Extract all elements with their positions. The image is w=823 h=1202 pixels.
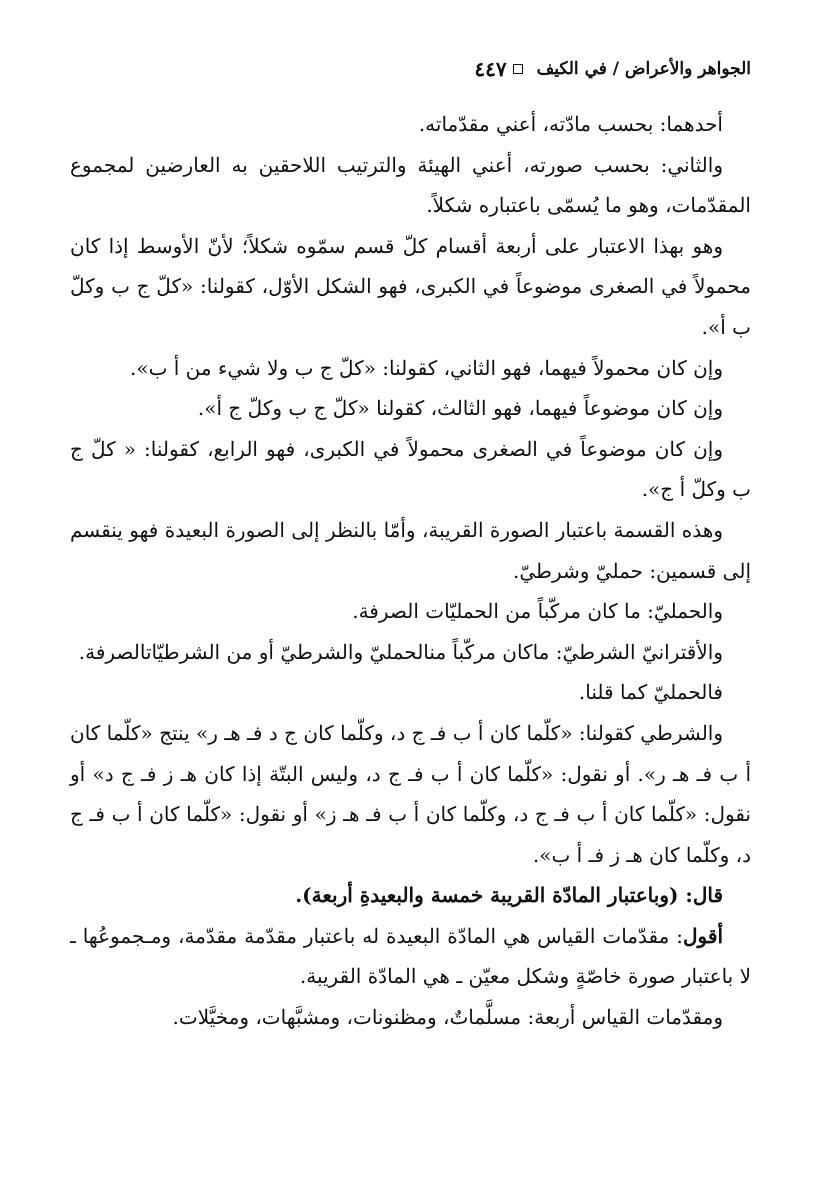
- page-header: [70, 52, 751, 86]
- paragraph: [70, 348, 751, 389]
- paragraph-text: وهذه القسمة باعتبار الصورة القريبة، وأمّا بالنظر إلى الصورة البعيدة فهو ينقسم إلى قسمين: حمليّ وشرطيّ.: [70, 517, 751, 583]
- paragraph: [70, 916, 751, 997]
- paragraph-text: فالحمليّ كما قلنا.: [578, 680, 723, 705]
- paragraph: [70, 226, 751, 348]
- paragraph: [70, 875, 751, 916]
- paragraph-text: وإن كان موضوعاً فيهما، فهو الثالث، كقولنا «كلّ ج ب وكلّ ج أ».: [197, 396, 723, 421]
- paragraph: [70, 632, 751, 673]
- paragraph-text: والأقترانيّ الشرطيّ: ماكان مركّباً منالحمليّ والشرطيّ أو من الشرطيّاتالصرفة.: [78, 639, 723, 664]
- paragraph: [70, 713, 751, 875]
- paragraph: [70, 591, 751, 632]
- paragraph-text: والشرطي كقولنا: «كلّما كان أ ب فـ ج د، وكلّما كان ج د فـ هـ ر» ينتج «كلّما كان أ ب فـ هـ ر». أو نقول: «كلّما كان أ ب فـ ج د، وليس البتّة إذا كان هـ ز فـ ج د» أو نقول: «كلّما كان أ ب فـ ج د، وكلّما كان أ ب فـ هـ ز» أو نقول: «كلّما كان أ ب فـ ج د، وكلّما كان هـ ز فـ أ ب».: [70, 720, 751, 867]
- page-number: ٤٤٧: [474, 57, 507, 81]
- paragraph-text: والثاني: بحسب صورته، أعني الهيئة والترتيب اللاحقين به العارضين لمجموع المقدّمات، وهو ما يُسمّى باعتباره شكلاً.: [70, 152, 751, 218]
- paragraph: [70, 145, 751, 226]
- paragraph-text: وهو بهذا الاعتبار على أربعة أقسام كلّ قسم سمّوه شكلاً؛ لأنّ الأوسط إذا كان محمولاً في الصغرى موضوعاً في الكبرى، فهو الشكل الأوّل، كقولنا: «كلّ ج ب وكلّ ب أ».: [70, 233, 751, 339]
- paragraph-text: : مقدّمات القياس هي المادّة البعيدة له باعتبار مقدّمة مقدّمة، ومـجموعُها ـ لا باعتبار صورة خاصّةٍ وشكل معيّن ـ هي المادّة القريبة.: [70, 923, 751, 989]
- paragraph: [70, 997, 751, 1038]
- paragraph-text: والحمليّ: ما كان مركّباً من الحمليّات الصرفة.: [352, 599, 723, 624]
- paragraph-text: وإن كان موضوعاً في الصغرى محمولاً في الكبرى، فهو الرابع، كقولنا: « كلّ ج ب وكلّ أ ج».: [70, 436, 751, 502]
- paragraph: [70, 429, 751, 510]
- paragraph: [70, 672, 751, 713]
- paragraph: [70, 104, 751, 145]
- paragraph-text: ومقدّمات القياس أربعة: مسلَّماتٌ، ومظنونات، ومشبَّهات، ومخيَّلات.: [172, 1005, 723, 1030]
- paragraph-text: أحدهما: بحسب مادّته، أعني مقدّماته.: [418, 112, 723, 136]
- paragraph-text: : (وباعتبار المادّة القريبة خمسة والبعيدةِ أربعة).: [295, 883, 693, 908]
- square-separator-icon: [513, 64, 523, 74]
- aqul-label: أقول: [683, 923, 723, 948]
- qal-label: قال: [692, 883, 723, 908]
- paragraph: [70, 388, 751, 429]
- body-text: [70, 104, 751, 1038]
- paragraph-text: وإن كان محمولاً فيهما، فهو الثاني، كقولنا: «كلّ ج ب ولا شيء من أ ب».: [129, 355, 723, 380]
- running-title: الجواهر والأعراض / في الكيف: [536, 59, 751, 79]
- paragraph: [70, 510, 751, 591]
